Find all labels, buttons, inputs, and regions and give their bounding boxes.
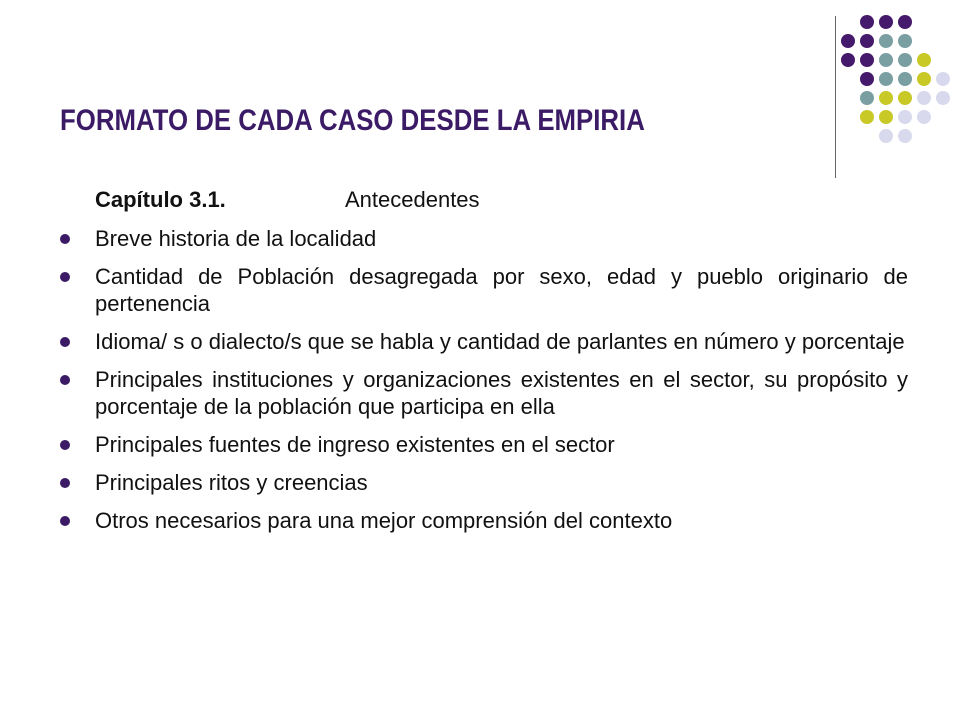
decorative-dot: [860, 72, 874, 86]
bullet-icon: [60, 440, 70, 450]
decorative-dot: [879, 129, 893, 143]
chapter-label: Capítulo 3.1.: [95, 187, 226, 212]
decorative-dot: [917, 110, 931, 124]
list-item-text: Cantidad de Población desagregada por sexo, edad y pueblo originario de pertenencia: [95, 264, 908, 316]
list-item: [60, 328, 908, 355]
list-item-text: Principales fuentes de ingreso existentes en el sector: [95, 432, 615, 457]
chapter-heading: [95, 187, 480, 213]
bullet-icon: [60, 234, 70, 244]
decorative-dot: [860, 15, 874, 29]
slide-title: FORMATO DE CADA CASO DESDE LA EMPIRIA: [60, 104, 645, 137]
decorative-dot: [898, 110, 912, 124]
bullet-icon: [60, 478, 70, 488]
bullet-icon: [60, 272, 70, 282]
decorative-divider: [835, 16, 836, 178]
decorative-dot: [917, 72, 931, 86]
decorative-dot: [860, 110, 874, 124]
list-item: [60, 263, 908, 317]
decorative-dot: [879, 91, 893, 105]
bullet-list: [60, 225, 908, 545]
decorative-dot: [936, 72, 950, 86]
bullet-icon: [60, 375, 70, 385]
decorative-dot: [860, 53, 874, 67]
list-item-text: Otros necesarios para una mejor comprensión del contexto: [95, 508, 673, 533]
decorative-dot: [898, 15, 912, 29]
list-item: [60, 469, 908, 496]
list-item-text: Breve historia de la localidad: [95, 226, 377, 251]
decorative-dot: [917, 91, 931, 105]
decorative-dot: [898, 91, 912, 105]
list-item: [60, 507, 908, 534]
list-item-text: Principales ritos y creencias: [95, 470, 368, 495]
list-item: [60, 366, 908, 420]
decorative-dot: [841, 53, 855, 67]
decorative-dot: [860, 34, 874, 48]
decorative-dot: [898, 53, 912, 67]
decorative-dot: [936, 91, 950, 105]
decorative-dot: [898, 129, 912, 143]
decorative-dot: [879, 34, 893, 48]
list-item: [60, 431, 908, 458]
decorative-dot: [898, 34, 912, 48]
bullet-icon: [60, 337, 70, 347]
list-item-text: Principales instituciones y organizaciones existentes en el sector, su propósito y porcentaje de la población que participa en ella: [95, 367, 908, 419]
decorative-dot: [879, 53, 893, 67]
decorative-dot: [841, 34, 855, 48]
list-item: [60, 225, 908, 252]
decorative-dot: [898, 72, 912, 86]
chapter-name: Antecedentes: [345, 187, 480, 212]
decorative-dot: [879, 72, 893, 86]
list-item-text: Idioma/ s o dialecto/s que se habla y cantidad de parlantes en número y porcentaje: [95, 329, 905, 354]
decorative-dot: [879, 15, 893, 29]
bullet-icon: [60, 516, 70, 526]
decorative-dot: [860, 91, 874, 105]
decorative-dot: [917, 53, 931, 67]
decorative-dot: [879, 110, 893, 124]
decorative-dot-grid: [0, 0, 960, 200]
